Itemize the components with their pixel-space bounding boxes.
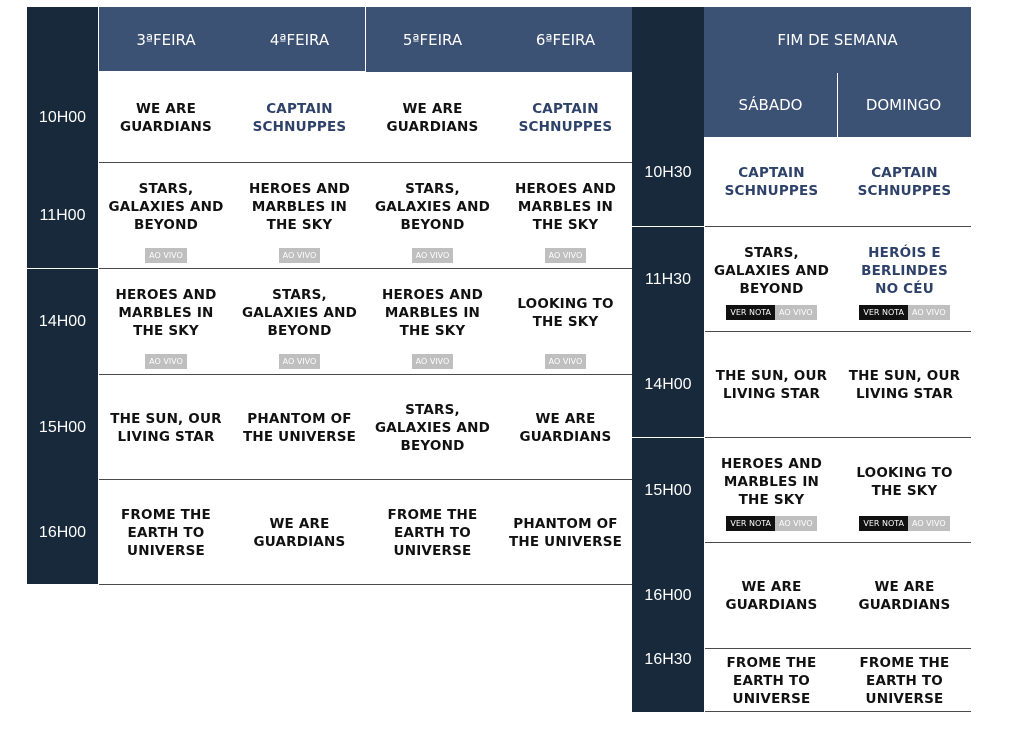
- weekend-session-title[interactable]: HERÓIS E BERLINDES NO CÉU: [861, 245, 948, 297]
- weekday-session-badges: [233, 354, 366, 369]
- see-note-badge[interactable]: VER NOTA: [859, 305, 908, 320]
- weekend-session-badges: [705, 305, 838, 320]
- weekend-header-title: FIM DE SEMANA: [777, 31, 898, 49]
- weekday-time-label: 15H00: [38, 418, 87, 436]
- weekend-session-title[interactable]: LOOKING TO THE SKY: [856, 465, 953, 499]
- weekday-session-title[interactable]: CAPTAIN SCHNUPPES: [518, 101, 613, 135]
- live-badge: AO VIVO: [412, 354, 454, 369]
- weekday-session-title[interactable]: WE ARE GUARDIANS: [120, 101, 212, 135]
- weekend-time-label: 16H30: [644, 650, 692, 668]
- weekday-session-title[interactable]: WE ARE GUARDIANS: [519, 411, 612, 445]
- weekday-session-title[interactable]: CAPTAIN SCHNUPPES: [252, 101, 347, 135]
- live-badge: AO VIVO: [775, 516, 817, 531]
- weekend-session-title[interactable]: CAPTAIN SCHNUPPES: [857, 165, 952, 199]
- weekday-time-divider: [27, 268, 98, 269]
- weekday-session-title[interactable]: STARS, GALAXIES AND BEYOND: [241, 287, 357, 339]
- weekday-time-label: 16H00: [38, 523, 87, 541]
- weekend-time-label: 10H30: [644, 164, 692, 181]
- see-note-badge[interactable]: VER NOTA: [726, 305, 775, 320]
- live-badge: AO VIVO: [908, 516, 950, 531]
- weekday-time-label: 10H00: [38, 109, 87, 126]
- see-note-badge[interactable]: VER NOTA: [859, 516, 908, 531]
- weekday-time-label: 14H00: [38, 313, 87, 330]
- weekday-session-badges: [366, 354, 499, 369]
- live-badge: AO VIVO: [775, 305, 817, 320]
- weekday-session-title[interactable]: HEROES AND MARBLES IN THE SKY: [115, 287, 217, 339]
- weekday-session-badges: [233, 248, 366, 263]
- weekday-session-badges: [99, 354, 233, 369]
- live-badge: AO VIVO: [908, 305, 950, 320]
- live-badge: AO VIVO: [545, 248, 587, 263]
- weekday-session-title[interactable]: FROME THE EARTH TO UNIVERSE: [121, 507, 211, 559]
- live-badge: AO VIVO: [145, 248, 187, 263]
- weekend-day-header: DOMINGO: [865, 96, 942, 114]
- weekend-session-title[interactable]: WE ARE GUARDIANS: [725, 579, 818, 613]
- weekday-day-header: 6ªFEIRA: [535, 30, 596, 49]
- weekday-time-label: 11H00: [39, 207, 86, 224]
- weekend-session-title[interactable]: FROME THE EARTH TO UNIVERSE: [859, 655, 950, 707]
- live-badge: AO VIVO: [279, 248, 321, 263]
- weekend-session-title[interactable]: THE SUN, OUR LIVING STAR: [848, 368, 961, 402]
- weekday-day-header: 4ªFEIRA: [269, 30, 330, 49]
- weekend-time-label: 16H00: [644, 587, 692, 604]
- weekday-session-title[interactable]: FROME THE EARTH TO UNIVERSE: [387, 507, 478, 559]
- weekend-session-badges: [838, 305, 971, 320]
- weekday-session-badges: [499, 354, 632, 369]
- weekday-session-title[interactable]: HEROES AND MARBLES IN THE SKY: [382, 287, 483, 339]
- weekday-session-title[interactable]: WE ARE GUARDIANS: [253, 516, 346, 550]
- weekday-day-header: 5ªFEIRA: [402, 30, 463, 49]
- weekday-session-title[interactable]: PHANTOM OF THE UNIVERSE: [508, 516, 623, 550]
- weekend-time-label: 14H00: [644, 376, 692, 393]
- weekend-time-divider: [632, 226, 704, 227]
- weekend-session-title[interactable]: FROME THE EARTH TO UNIVERSE: [726, 655, 817, 707]
- weekday-session-title[interactable]: HEROES AND MARBLES IN THE SKY: [515, 181, 616, 233]
- weekday-session-title[interactable]: HEROES AND MARBLES IN THE SKY: [249, 181, 350, 233]
- weekend-session-badges: [705, 516, 838, 531]
- weekend-time-label: 11H30: [645, 270, 691, 288]
- weekday-session-title[interactable]: WE ARE GUARDIANS: [386, 101, 479, 135]
- live-badge: AO VIVO: [279, 354, 321, 369]
- weekday-session-badges: [499, 248, 632, 263]
- weekday-session-title[interactable]: LOOKING TO THE SKY: [517, 296, 614, 330]
- weekday-session-badges: [366, 248, 499, 263]
- weekend-session-title[interactable]: STARS, GALAXIES AND BEYOND: [713, 245, 829, 297]
- weekday-session-title[interactable]: STARS, GALAXIES AND BEYOND: [374, 402, 490, 454]
- live-badge: AO VIVO: [412, 248, 454, 263]
- weekday-session-badges: [99, 248, 233, 263]
- weekday-session-title[interactable]: STARS, GALAXIES AND BEYOND: [374, 181, 490, 233]
- live-badge: AO VIVO: [145, 354, 187, 369]
- weekend-day-header: SÁBADO: [738, 96, 803, 114]
- see-note-badge[interactable]: VER NOTA: [726, 516, 775, 531]
- weekday-session-title[interactable]: STARS, GALAXIES AND BEYOND: [108, 181, 224, 233]
- weekend-session-badges: [838, 516, 971, 531]
- weekend-session-title[interactable]: HEROES AND MARBLES IN THE SKY: [721, 456, 822, 508]
- live-badge: AO VIVO: [545, 354, 587, 369]
- weekday-day-header: 3ªFEIRA: [136, 30, 196, 49]
- weekend-time-divider: [632, 437, 704, 438]
- weekend-session-title[interactable]: CAPTAIN SCHNUPPES: [724, 165, 819, 199]
- weekday-session-title[interactable]: THE SUN, OUR LIVING STAR: [110, 411, 222, 445]
- weekday-session-title[interactable]: PHANTOM OF THE UNIVERSE: [242, 411, 357, 445]
- weekend-time-label: 15H00: [644, 481, 692, 499]
- weekend-session-title[interactable]: WE ARE GUARDIANS: [858, 579, 951, 613]
- weekend-session-title[interactable]: THE SUN, OUR LIVING STAR: [715, 368, 828, 402]
